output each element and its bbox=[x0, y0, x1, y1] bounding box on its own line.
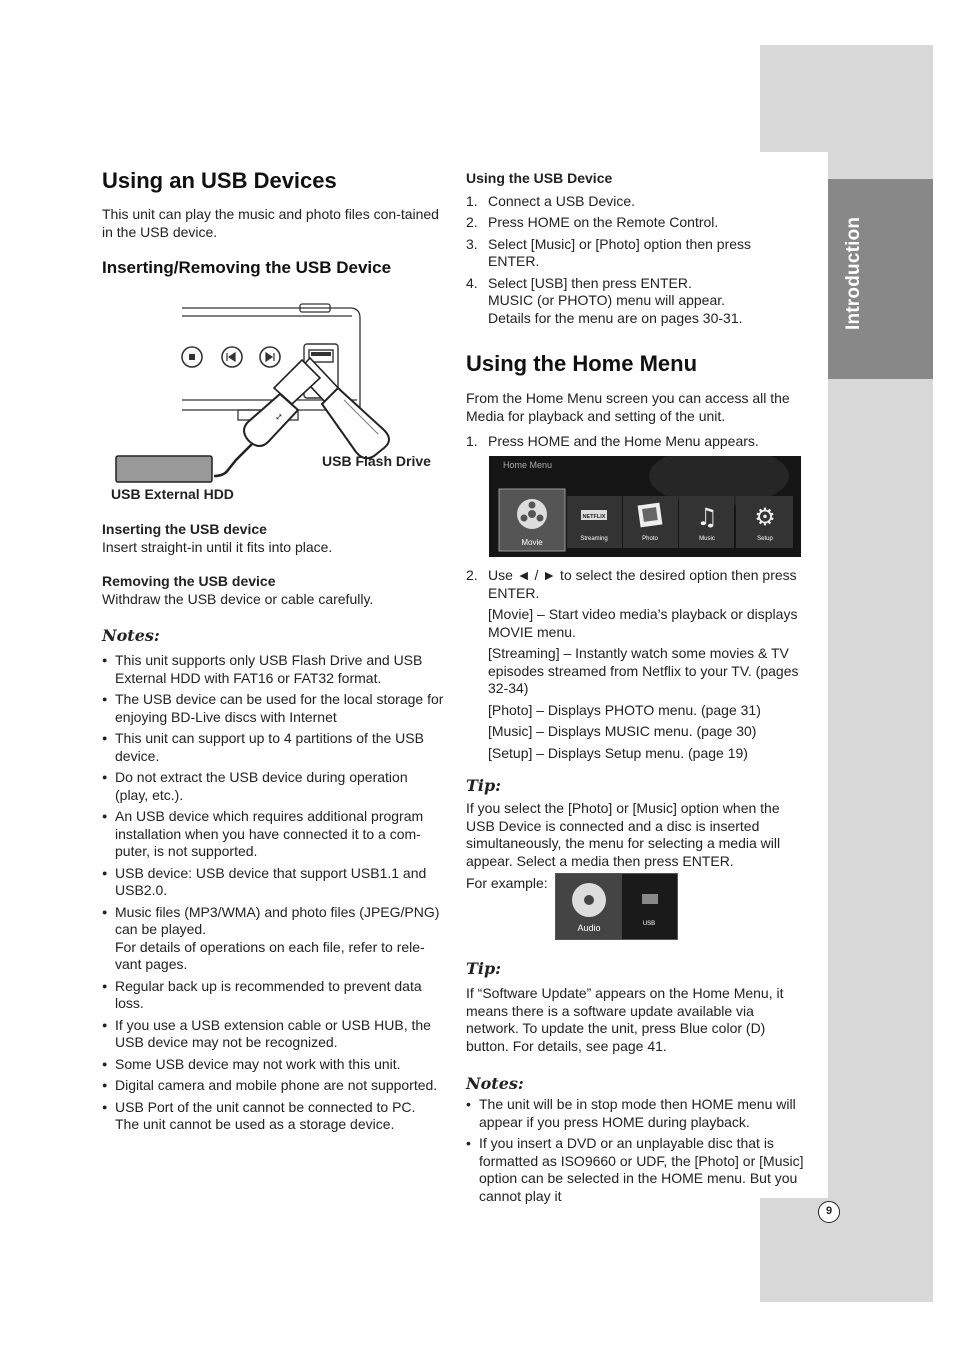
step-4-detail: Details for the menu are on pages 30-31. bbox=[488, 309, 743, 326]
usb-connection-figure bbox=[102, 300, 442, 510]
inserting-heading: Inserting the USB device bbox=[102, 521, 267, 537]
option-description: [Music] – Displays MUSIC menu. (page 30) bbox=[488, 723, 757, 739]
menu-label: Music bbox=[699, 536, 715, 542]
step-text: Connect a USB Device. bbox=[488, 192, 636, 209]
svg-text:⚙: ⚙ bbox=[754, 503, 776, 531]
note-item: ● USB Port of the unit cannot be connected to PC. bbox=[102, 1099, 444, 1117]
left-column-bottom bbox=[102, 521, 444, 1134]
menu-item-setup bbox=[736, 496, 793, 548]
step-item bbox=[466, 214, 806, 232]
step-number: 3. bbox=[466, 235, 478, 252]
home-menu-intro: From the Home Menu screen you can access all the Media for playback and setting of the unit. bbox=[466, 390, 790, 424]
menu-label: Photo bbox=[642, 536, 658, 542]
insert-remove-subtitle: Inserting/Removing the USB Device bbox=[102, 258, 392, 277]
note-item: ● Digital camera and mobile phone are not supported. bbox=[102, 1077, 444, 1095]
right-column-middle bbox=[466, 567, 806, 893]
right-column-bottom bbox=[466, 959, 806, 1209]
menu-label: Setup bbox=[757, 536, 773, 542]
flash-drive-label: USB Flash Drive bbox=[322, 453, 431, 469]
note-item: ● USB device: USB device that support USB1.1 and USB2.0. bbox=[102, 865, 444, 900]
netflix-logo-text: NETFLIX bbox=[582, 514, 606, 520]
tip-text: If you select the [Photo] or [Music] option when the USB Device is connected and a disc is inserted simultaneously, the menu for selecting a media will appear. Select a media then press ENTER. bbox=[466, 800, 781, 869]
next-button-icon bbox=[260, 347, 280, 367]
step-number: 1. bbox=[466, 192, 478, 209]
option-description: [Setup] – Displays Setup menu. (page 19) bbox=[488, 744, 748, 761]
step-item bbox=[466, 275, 806, 293]
previous-button-icon bbox=[222, 347, 242, 367]
notes-heading: Notes: bbox=[466, 1074, 524, 1093]
home-menu-graphic bbox=[489, 456, 801, 557]
usb-section-title: Using an USB Devices bbox=[102, 168, 337, 193]
option-description: [Streaming] – Instantly watch some movies & TV episodes streamed from Netflix to your TV. (pages 32-34) bbox=[488, 645, 799, 696]
tip-heading: Tip: bbox=[466, 776, 502, 795]
note-item: ● Do not extract the USB device during operation (play, etc.). bbox=[102, 769, 444, 804]
home-menu-header: Home Menu bbox=[503, 460, 553, 470]
step-text: Press HOME and the Home Menu appears. bbox=[488, 433, 759, 449]
menu-item-photo bbox=[623, 496, 678, 548]
note-item: ● Music files (MP3/WMA) and photo files (JPEG/PNG) can be played. bbox=[102, 904, 444, 939]
note-item: ● This unit can support up to 4 partitions of the USB device. bbox=[102, 730, 444, 765]
for-example-label: For example: bbox=[466, 875, 548, 891]
usb-cable-plug-icon bbox=[214, 360, 320, 476]
inserting-text: Insert straight-in until it fits into place. bbox=[102, 538, 333, 555]
section-tab-label: Introduction bbox=[843, 216, 864, 330]
home-menu-screenshot bbox=[489, 456, 801, 557]
svg-text:⭤: ⭤ bbox=[273, 410, 286, 424]
step-item bbox=[466, 433, 806, 451]
audio-label: Audio bbox=[577, 923, 601, 933]
note-item-continued: For details of operations on each file, refer to rele-vant pages. bbox=[115, 938, 425, 972]
note-item-continued: The unit cannot be used as a storage device. bbox=[115, 1116, 395, 1132]
note-item: ● An USB device which requires additional program installation when you have connected it to a com-puter, is not supported. bbox=[102, 808, 444, 861]
svg-text:♫: ♫ bbox=[696, 503, 718, 531]
sidebar-upper-block bbox=[760, 45, 933, 152]
home-menu-title: Using the Home Menu bbox=[466, 351, 698, 376]
note-item: ● This unit supports only USB Flash Drive and USB External HDD with FAT16 or FAT32 format. bbox=[102, 652, 444, 687]
hdd-label: USB External HDD bbox=[111, 486, 234, 502]
note-item: • The unit will be in stop mode then HOME menu will appear if you press HOME during playback. bbox=[466, 1096, 806, 1131]
option-description: [Photo] – Displays PHOTO menu. (page 31) bbox=[488, 701, 761, 718]
step-4-detail: MUSIC (or PHOTO) menu will appear. bbox=[488, 292, 726, 308]
step-item bbox=[466, 193, 806, 211]
usb-label: USB bbox=[642, 921, 656, 927]
using-usb-heading: Using the USB Device bbox=[466, 170, 613, 186]
stop-button-icon bbox=[182, 347, 202, 367]
note-item: ● Regular back up is recommended to prevent data loss. bbox=[102, 978, 444, 1013]
step-text: Select [Music] or [Photo] option then press ENTER. bbox=[488, 235, 752, 269]
step-item bbox=[466, 567, 806, 602]
step-number: 2. bbox=[466, 567, 478, 583]
media-select-screenshot bbox=[555, 873, 678, 940]
note-item: ● If you use a USB extension cable or USB HUB, the USB device may not be recognized. bbox=[102, 1017, 444, 1052]
step-number: 4. bbox=[466, 274, 478, 291]
media-select-graphic bbox=[556, 874, 677, 939]
menu-label: Movie bbox=[521, 538, 543, 547]
step-text: Use ◄ / ► to select the desired option then press ENTER. bbox=[488, 567, 797, 601]
step-text: Select [USB] then press ENTER. bbox=[488, 274, 692, 291]
removing-text: Withdraw the USB device or cable carefully. bbox=[102, 590, 374, 607]
removing-heading: Removing the USB device bbox=[102, 573, 276, 589]
step-number: 1. bbox=[466, 433, 478, 449]
step-number: 2. bbox=[466, 214, 478, 230]
menu-label: Streaming bbox=[580, 536, 608, 542]
note-item: ● The USB device can be used for the local storage for enjoying BD-Live discs with Internet bbox=[102, 691, 444, 726]
page-number: 9 bbox=[818, 1201, 840, 1223]
external-hdd-icon bbox=[116, 456, 212, 482]
notes-heading: Notes: bbox=[102, 626, 160, 645]
right-column-top bbox=[466, 170, 806, 455]
menu-item-music bbox=[679, 496, 734, 548]
note-item: ● Some USB device may not work with this unit. bbox=[102, 1056, 444, 1074]
usb-intro: This unit can play the music and photo files con-tained in the USB device. bbox=[102, 206, 439, 240]
menu-item-streaming bbox=[567, 496, 622, 548]
left-column-top bbox=[102, 168, 442, 278]
note-item: • If you insert a DVD or an unplayable disc that is formatted as ISO9660 or UDF, the [Photo] or [Music] option can be selected in the HOME menu. But you cannot play it bbox=[466, 1135, 806, 1205]
step-item bbox=[466, 236, 806, 271]
sidebar-lower-block bbox=[760, 1198, 933, 1302]
tip-heading: Tip: bbox=[466, 959, 502, 978]
option-description: [Movie] – Start video media’s playback or displays MOVIE menu. bbox=[488, 606, 798, 640]
tip-text: If “Software Update” appears on the Home Menu, it means there is a software update available via network. To update the unit, press Blue color (D) button. For details, see page 41. bbox=[466, 985, 784, 1054]
menu-item-movie bbox=[499, 489, 565, 551]
step-text: Press HOME on the Remote Control. bbox=[488, 214, 719, 230]
